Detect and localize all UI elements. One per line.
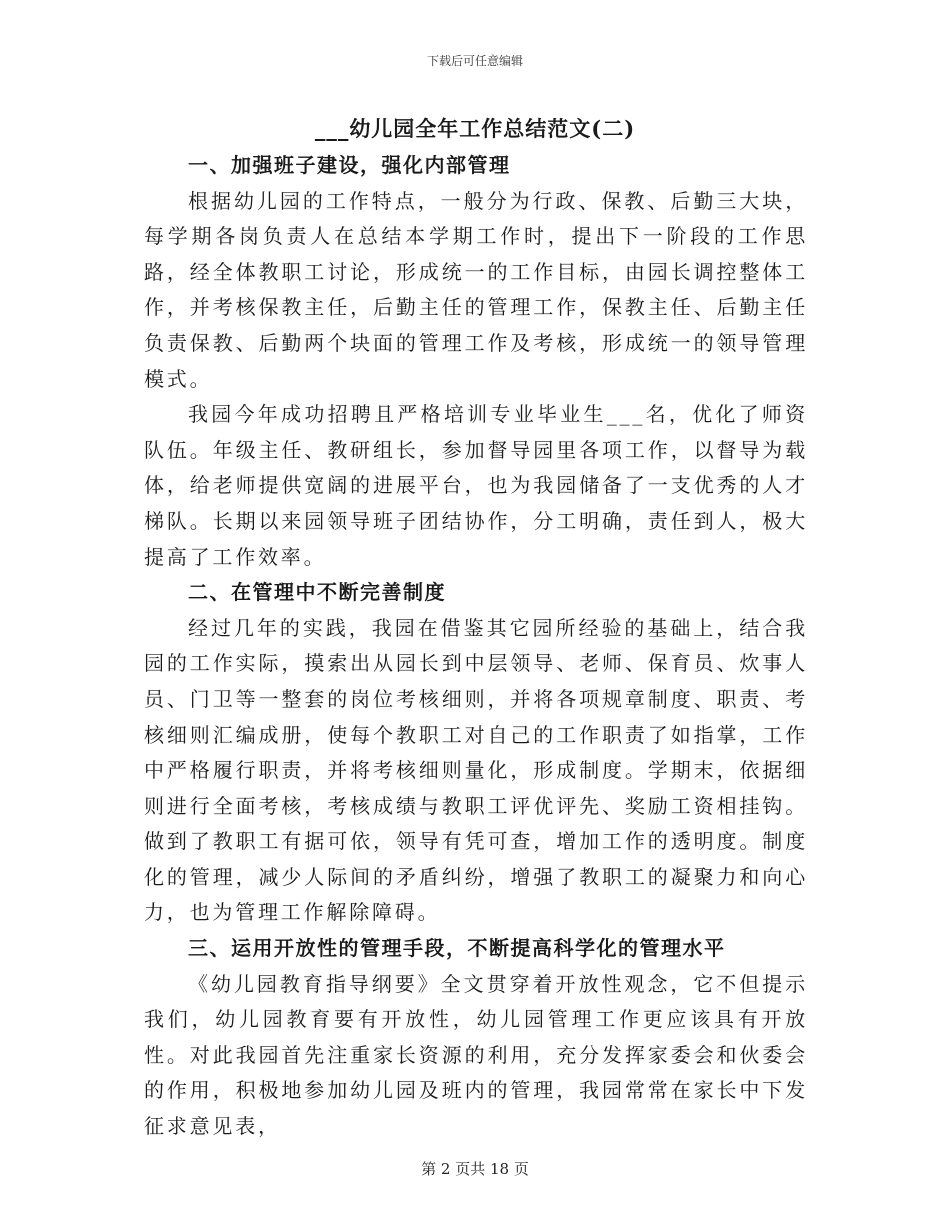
paragraph-1: 根据幼儿园的工作特点，一般分为行政、保教、后勤三大块，每学期各岗负责人在总结本学期工作时，提出下一阶段的工作思路，经全体教职工讨论，形成统一的工作目标，由园长调控整体工作，并考核保教主任，后勤主任的管理工作，保教主任、后勤主任负责保教、后勤两个块面的管理工作及考核，形成统一的领导管理模式。	[144, 188, 808, 391]
document-title: ___幼儿园全年工作总结范文(二)	[314, 116, 636, 141]
document-body	[144, 148, 808, 1145]
paragraph-4: 《幼儿园教育指导纲要》全文贯穿着开放性观念，它不但提示我们，幼儿园教育要有开放性，幼儿园管理工作更应该具有开放性。对此我园首先注重家长资源的利用，充分发挥家委会和伙委会的作用，积极地参加幼儿园及班内的管理，我园常常在家长中下发征求意见表，	[144, 971, 808, 1139]
page-footer: 第 2 页共 18 页	[421, 1160, 529, 1178]
paragraph-2: 我园今年成功招聘且严格培训专业毕业生___名，优化了师资队伍。年级主任、教研组长，参加督导园里各项工作，以督导为载体，给老师提供宽阔的进展平台，也为我园储备了一支优秀的人才梯队。长期以来园领导班子团结协作，分工明确，责任到人，极大提高了工作效率。	[144, 402, 808, 569]
page-header: 下载后可任意编辑	[426, 54, 523, 68]
section-heading-2: 二、在管理中不断完善制度	[188, 580, 446, 605]
section-heading-3: 三、运用开放性的管理手段，不断提高科学化的管理水平	[188, 936, 726, 961]
paragraph-3: 经过几年的实践，我园在借鉴其它园所经验的基础上，结合我园的工作实际，摸索出从园长到中层领导、老师、保育员、炊事人员、门卫等一整套的岗位考核细则，并将各项规章制度、职责、考核细则汇编成册，使每个教职工对自己的工作职责了如指掌，工作中严格履行职责，并将考核细则量化，形成制度。学期末，依据细则进行全面考核，考核成绩与教职工评优评先、奖励工资相挂钩。做到了教职工有据可依，领导有凭可查，增加工作的透明度。制度化的管理，减少人际间的矛盾纠纷，增强了教职工的凝聚力和向心力，也为管理工作解除障碍。	[144, 615, 808, 925]
section-heading-1: 一、加强班子建设，强化内部管理	[188, 153, 511, 177]
